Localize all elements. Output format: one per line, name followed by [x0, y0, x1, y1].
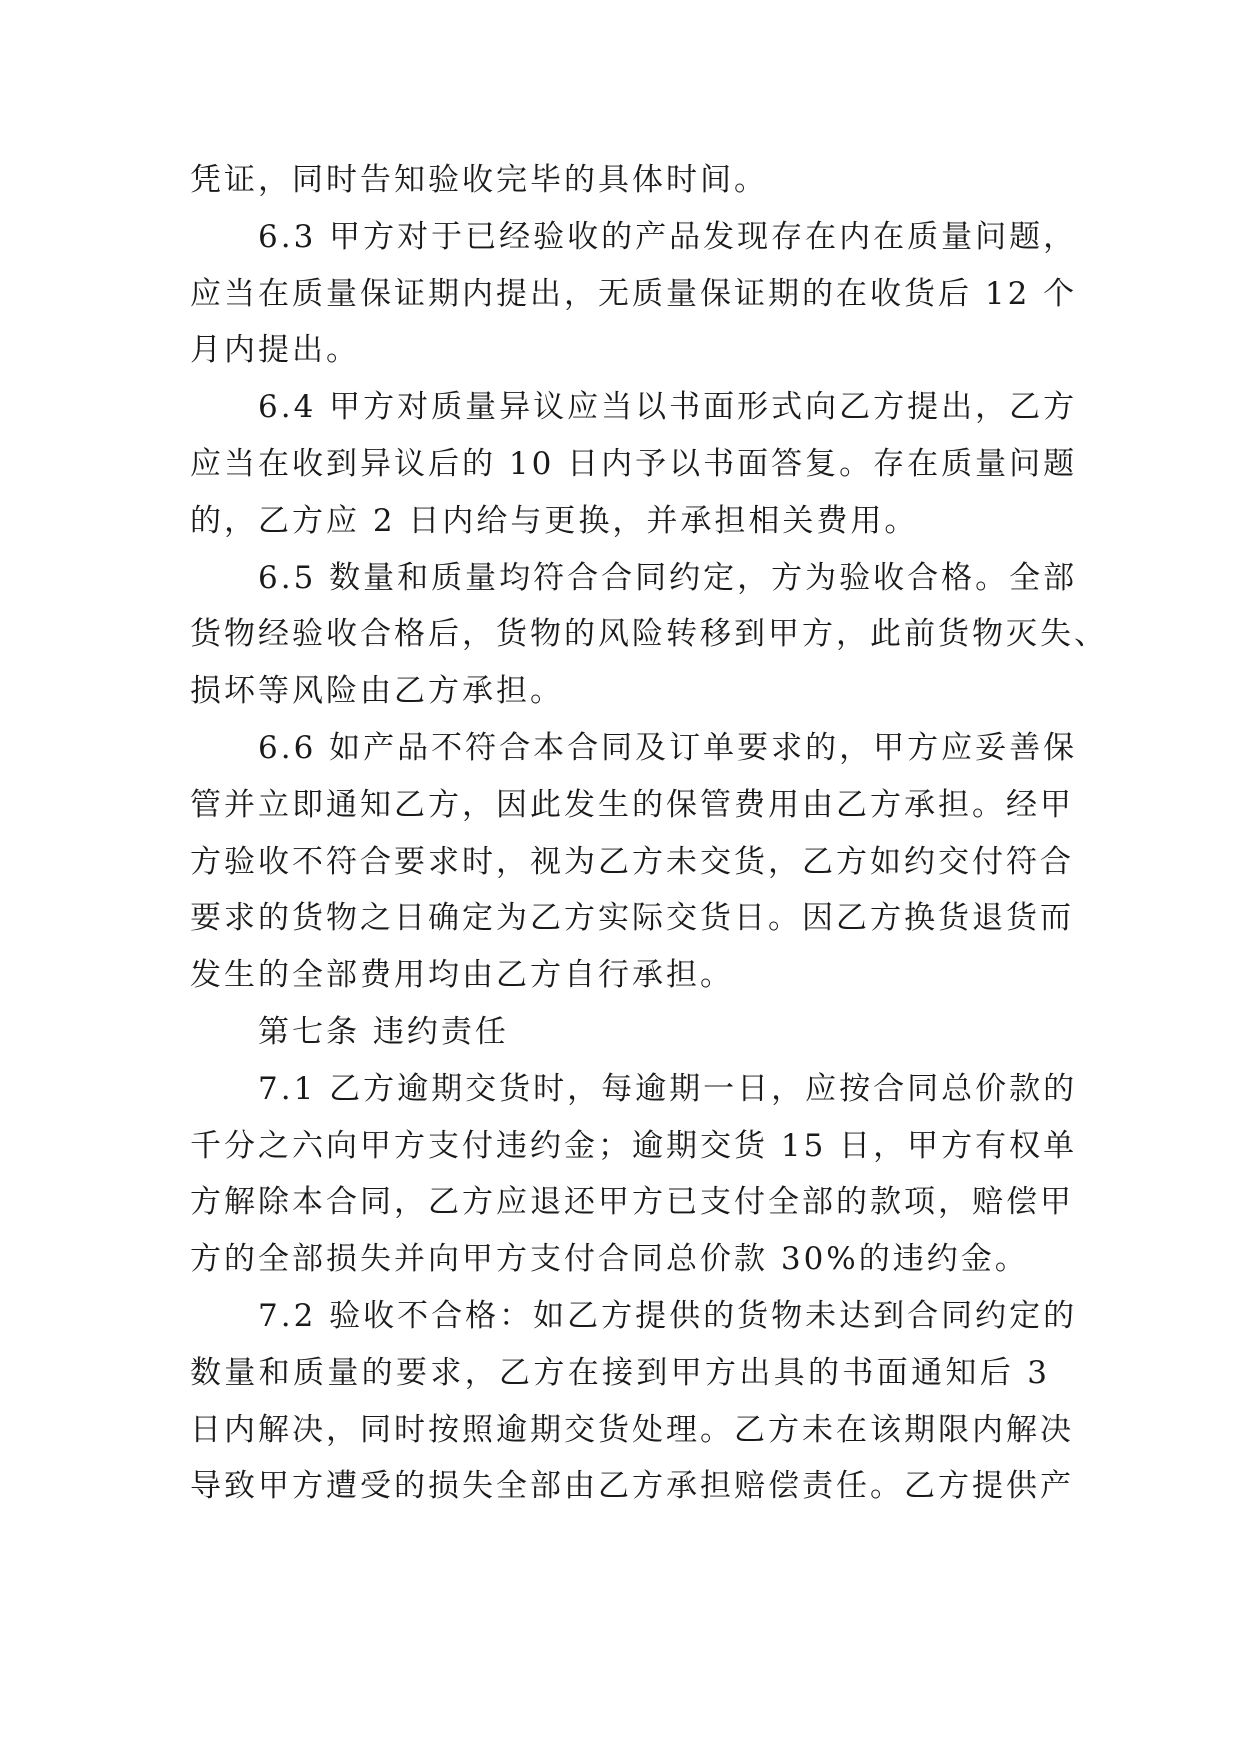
text-line: 要求的货物之日确定为乙方实际交货日。因乙方换货退货而	[190, 900, 1074, 937]
text-line: 7.2 验收不合格：如乙方提供的货物未达到合同约定的	[258, 1297, 1078, 1334]
text-line: 6.3 甲方对于已经验收的产品发现存在内在质量问题，	[258, 218, 1078, 255]
text-line: 日内解决，同时按照逾期交货处理。乙方未在该期限内解决	[190, 1411, 1074, 1448]
text-line: 7.1 乙方逾期交货时，每逾期一日，应按合同总价款的	[258, 1070, 1078, 1107]
text-line: 方的全部损失并向甲方支付合同总价款 30%的违约金。	[190, 1241, 1029, 1278]
text-line: 凭证，同时告知验收完毕的具体时间。	[190, 162, 768, 198]
text-line: 第七条 违约责任	[258, 1013, 509, 1050]
body-text	[190, 152, 1108, 1515]
text-line: 发生的全部费用均由乙方自行承担。	[190, 957, 734, 994]
text-line: 管并立即通知乙方，因此发生的保管费用由乙方承担。经甲	[190, 786, 1074, 823]
text-line: 的，乙方应 2 日内给与更换，并承担相关费用。	[190, 502, 919, 539]
text-line: 6.6 如产品不符合本合同及订单要求的，甲方应妥善保	[258, 729, 1078, 766]
text-line: 6.4 甲方对质量异议应当以书面形式向乙方提出，乙方	[258, 389, 1078, 426]
text-line: 损坏等风险由乙方承担。	[190, 673, 564, 710]
text-line: 导致甲方遭受的损失全部由乙方承担赔偿责任。乙方提供产	[190, 1468, 1074, 1505]
text-line: 货物经验收合格后，货物的风险转移到甲方，此前货物灭失、	[190, 616, 1108, 653]
text-line: 方验收不符合要求时，视为乙方未交货，乙方如约交付符合	[190, 843, 1074, 880]
text-line: 6.5 数量和质量均符合合同约定，方为验收合格。全部	[258, 559, 1078, 596]
text-line: 应当在收到异议后的 10 日内予以书面答复。存在质量问题	[190, 445, 1078, 482]
text-line: 数量和质量的要求，乙方在接到甲方出具的书面通知后 3	[190, 1354, 1050, 1391]
text-line: 千分之六向甲方支付违约金；逾期交货 15 日，甲方有权单	[190, 1127, 1078, 1164]
text-line: 月内提出。	[190, 332, 360, 369]
text-line: 方解除本合同，乙方应退还甲方已支付全部的款项，赔偿甲	[190, 1184, 1074, 1221]
text-line: 应当在质量保证期内提出，无质量保证期的在收货后 12 个	[190, 275, 1078, 312]
